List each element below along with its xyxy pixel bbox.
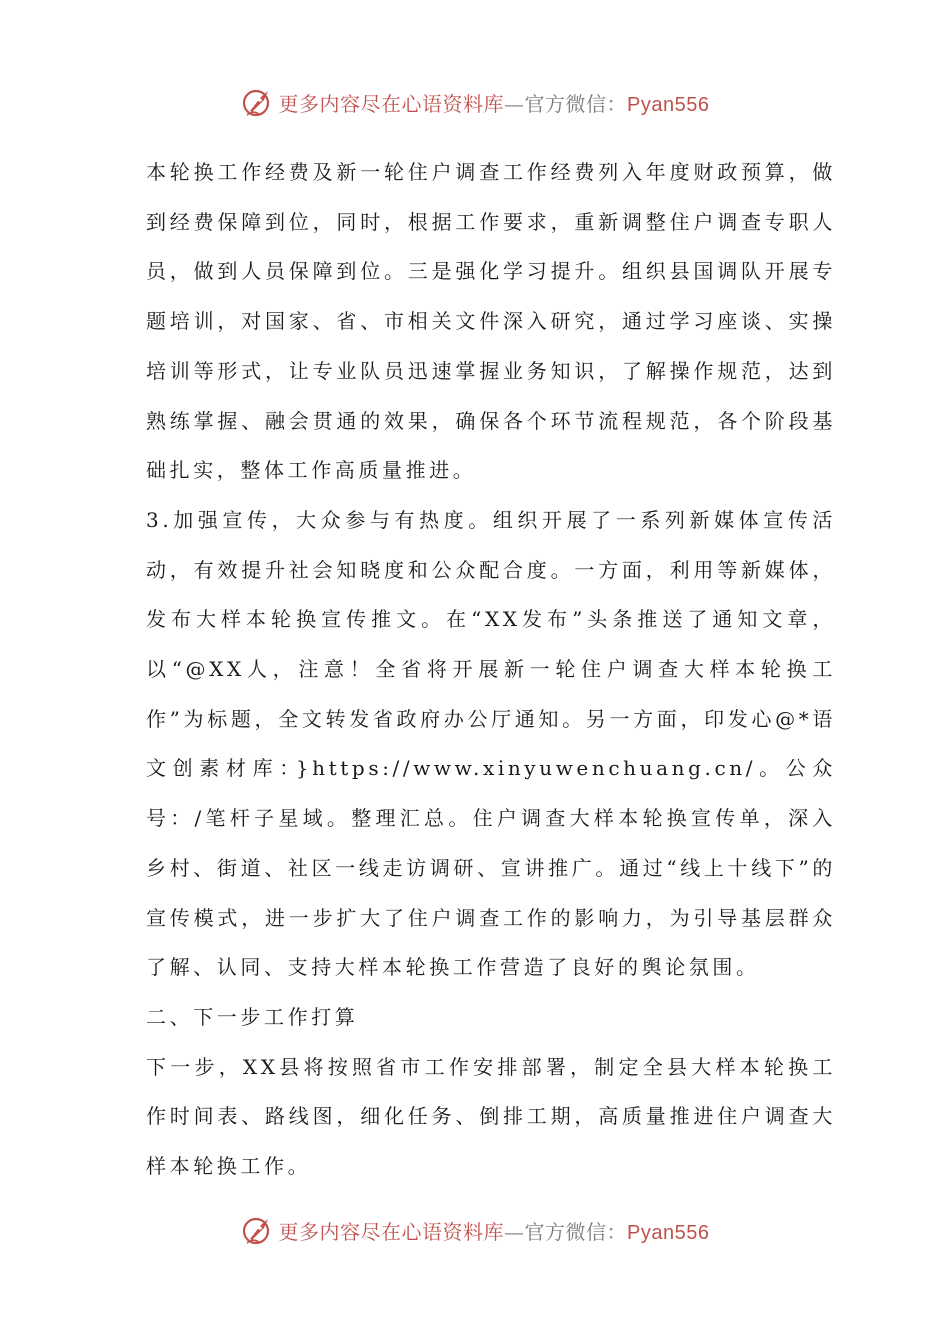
footer-title: 更多内容尽在心语资料库 (278, 1219, 505, 1244)
footer-banner-text (279, 1216, 710, 1245)
header-banner-text (279, 88, 710, 117)
pen-nib-logo-icon (241, 1213, 275, 1247)
footer-dash: — (504, 1219, 525, 1244)
body-content (146, 148, 836, 1192)
header-banner (0, 82, 950, 122)
section-heading: 二、下一步工作打算 (146, 1004, 359, 1029)
header-middle: 官方微信： (524, 91, 628, 116)
header-title: 更多内容尽在心语资料库 (278, 91, 505, 116)
footer-banner (0, 1210, 950, 1250)
header-account: Pyan556 (627, 93, 710, 116)
footer-middle: 官方微信： (524, 1219, 628, 1244)
footer-account: Pyan556 (627, 1221, 710, 1244)
header-dash: — (504, 91, 525, 116)
pen-nib-logo-icon (241, 85, 275, 119)
body-paragraph-1: 本轮换工作经费及新一轮住户调查工作经费列入年度财政预算，做到经费保障到位，同时，根据工作要求，重新调整住户调查专职人员，做到人员保障到位。三是强化学习提升。组织县国调队开展专题培训，对国家、省、市相关文件深入研究，通过学习座谈、实操培训等形式，让专业队员迅速掌握业务知识，了解操作规范，达到熟练掌握、融会贯通的效果，确保各个环节流程规范，各个阶段基础扎实，整体工作高质量推进。 (146, 160, 836, 483)
body-paragraph-3: 下一步，XX县将按照省市工作安排部署，制定全县大样本轮换工作时间表、路线图，细化任务、倒排工期，高质量推进住户调查大样本轮换工作。 (146, 1054, 836, 1179)
body-paragraph-2: 3.加强宣传，大众参与有热度。组织开展了一系列新媒体宣传活动，有效提升社会知晓度和公众配合度。一方面，利用等新媒体，发布大样本轮换宣传推文。在“XX发布”头条推送了通知文章，以“@XX人，注意！全省将开展新一轮住户调查大样本轮换工作”为标题，全文转发省政府办公厅通知。另一方面，印发心@*语文创素材库：}https://www.xinyuwenchuang.cn/。公众号：/笔杆子星域。整理汇总。住户调查大样本轮换宣传单，深入乡村、街道、社区一线走访调研、宣讲推广。通过“线上十线下”的宣传模式，进一步扩大了住户调查工作的影响力，为引导基层群众了解、认同、支持大样本轮换工作营造了良好的舆论氛围。 (146, 507, 836, 980)
